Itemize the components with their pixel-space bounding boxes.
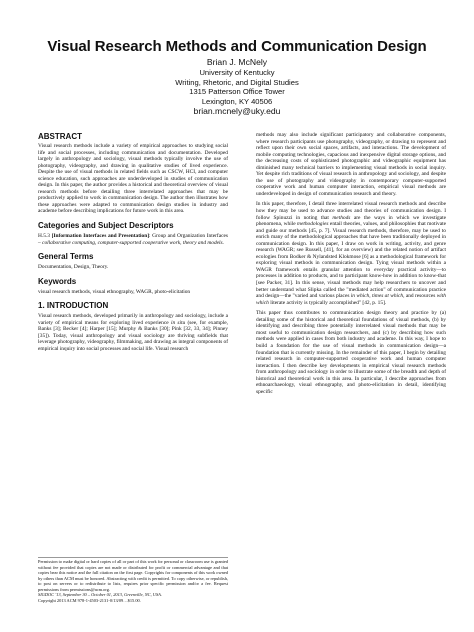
p2-methods: methods — [332, 214, 351, 221]
author-email: brian.mcnely@uky.edu — [193, 106, 281, 117]
right-column — [256, 132, 446, 399]
p2-part-d: and resources — [404, 293, 437, 300]
keywords-text: visual research methods, visual ethnography, WAGR, photo-elicitation — [38, 288, 191, 295]
p2-part-b: are the ways in which we investigate phenomena, while — [256, 214, 446, 228]
introduction-text — [38, 313, 228, 352]
p2-part-e: literate activity is typically accomplished" [42, p. 15]. — [268, 299, 387, 306]
categories-heading: Categories and Subject Descriptors — [38, 221, 174, 231]
right-paragraph-1: methods may also include significant participatory and collaborative components, where research participants use photography, videography, or drawing to represent and reflect upon their own social spaces, artifacts, and interactions. The development of mobile computing technologies, capacious and inexpensive digital storage options, and the decreasing costs of sophisticated photographic and videographic equipment has diminished many technical barriers to implementing visual methods in social inquiry. Yet despite rich traditions of visual research in anthropology and sociology, and despite the use of photography and videography in contemporary computer-supported cooperative work and human computer interaction, empirical visual methods are underdeveloped in design of communication research and theory. — [256, 132, 446, 197]
right-paragraph-2 — [256, 201, 446, 306]
categories-mid: : Group and Organization Interfaces – — [38, 233, 228, 246]
p2-part-c: entail theories, values, and philosophies that motivate and guide our methods [45, p. 7]. Visual research methods, therefore, may be used to enrich many of the methodological approaches that have been traditionally deployed in communication design. In this paper, I draw on work in writing, activity, and genre research (WAGR; see Russell, [41], for an overview) and the related notion of artifact ecologies from Bodker & Nylandsted Klokmose [6] as a methodological framework for exploring visual methods in communication design. Tying visual methods within a WAGR framework entails granular attention to everyday practical activity—to processes in addition to products, and to participant know-how in addition to know-that [see Packer, 31]. In this sense, visual methods may help researchers to uncover and better understand what Slipka called the "mediated action" of communication practice and design—the "varied and various places — [256, 221, 447, 300]
conference-line: SIGDOC '13, September 30 – October 01, 2013, Greenville, NC, USA. — [38, 592, 162, 597]
paper-title: Visual Research Methods and Communication Design — [47, 38, 427, 55]
intro-part2: (see, for example, Banks [3]; Becker [4]; Harper [15]; Murphy & Banks [30]; Pink [32, 33, 34]; Pinney [35]). Today, visual anthropology and visual sociology are thriving subfields that leverage photography, videography, filmmaking, and drawing as integral components of empirical inquiry into social processes and social life. Visual research — [38, 319, 229, 352]
keywords-heading: Keywords — [38, 276, 77, 286]
p2-italic: in which, times at which, — [350, 293, 405, 300]
author-block — [0, 57, 474, 117]
left-column — [38, 132, 228, 355]
categories-italic: collaborative computing, computer-supported cooperative work, theory and models. — [42, 239, 224, 246]
intro-italic: in situ — [168, 319, 188, 326]
copyright-line: Copyright 2013 ACM 978-1-4503-2131-0/13/09…$15.00. — [38, 597, 141, 603]
author-department: Writing, Rhetoric, and Digital Studies — [175, 77, 299, 87]
categories-bold: [Information Interfaces and Presentation] — [51, 233, 150, 240]
categories-text — [38, 233, 228, 246]
general-terms-text: Documentation, Design, Theory. — [38, 264, 109, 271]
general-terms-heading: General Terms — [38, 252, 94, 262]
right-paragraph-3: This paper thus contributes to communication design theory and practice by (a) detailing some of the historical and theoretical foundations of visual methods, (b) by identifying and describing three potentially interrelated visual methods that may be most useful to communication design researchers, and (c) by describing how such methods were applied in cases from both industry and academe. In this way, I hope to build a foundation for the use of visual methods in communication design—a foundation that is currently missing. In the remainder of this paper, I begin by detailing related research in computer-supported cooperative work and human computer interaction. I then describe key developments in empirical visual research methods from anthropology and sociology in order to illustrate some of the breadth and depth of historical and theoretical work in this area. In particular, I describe approaches from ethnoarchaeology, visual ethnography, and photo-elicitation in detail, identifying specific — [256, 310, 446, 395]
author-name: Brian J. McNely — [206, 57, 268, 67]
categories-code: H.5.3 — [38, 233, 52, 240]
permission-footnote — [38, 557, 228, 603]
p2-italic2: with which — [256, 293, 446, 306]
author-address-line1: 1315 Patterson Office Tower — [189, 87, 285, 97]
abstract-heading: ABSTRACT — [38, 132, 82, 141]
intro-part1: Visual research methods, developed primarily in anthropology and sociology, include a variety of empirical means for exploring lived experience — [38, 313, 228, 326]
introduction-heading: 1. INTRODUCTION — [38, 301, 109, 311]
author-address-line2: Lexington, KY 40506 — [201, 96, 273, 106]
p2-part-a: In this paper, therefore, I detail three interrelated visual research methods and describe how they may be used to advance studies and theories of communication design. I follow Spinuzzi in noting that — [256, 201, 446, 221]
author-affiliation: University of Kentucky — [199, 68, 275, 77]
abstract-text: Visual research methods include a variety of empirical approaches to studying social life and social processes, including communication and documentation. Developed largely in anthropology and sociology, visual methods typically involve the use of photography, videography, and drawing in qualitative studies of lived experience. Despite the use of visual methods in related fields such as CSCW, HCI, and computer science education, such approaches are underdeveloped in studies of communication design. In this paper, the author provides a historical and theoretical overview of visual research methods before detailing three interrelated approaches that may be productively applied to work in communication design. The author then illustrates how these approaches were adapted to communication design studies in industry and academe before describing implications for future work in this area. — [38, 143, 228, 215]
p2-methodologies: methodologies — [297, 221, 329, 228]
permission-text: Permission to make digital or hard copies of all or part of this work for personal or classroom use is granted without fee provided that copies are not made or distributed for profit or commercial advantage and that copies bear this notice and the full citation on the first page. Copyrights for components of this work owned by others than ACM must be honored. Abstracting with credit is permitted. To copy otherwise, or republish, to post on servers or to redistribute to lists, requires prior specific permission and/or a fee. Request permissions from permissions@acm.org. — [38, 559, 228, 592]
